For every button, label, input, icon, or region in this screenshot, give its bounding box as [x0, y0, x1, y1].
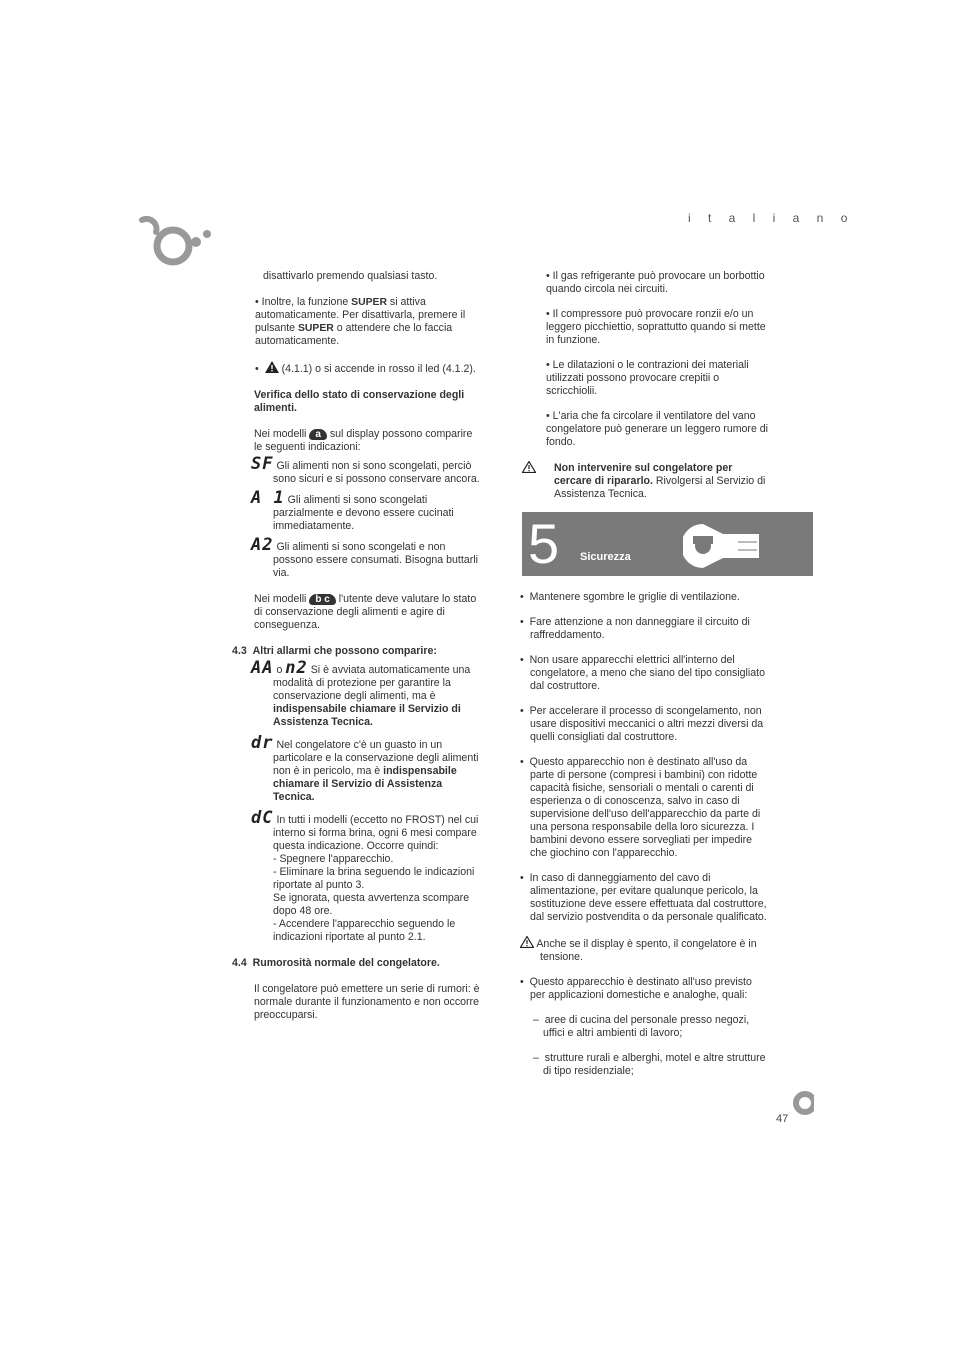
- section-number: 5: [528, 512, 560, 575]
- list-item: • Per accelerare il processo di scongelamento, non usare dispositivi meccanici o altri mezzi diversi da quelli consigliati dal costruttore.: [520, 705, 764, 743]
- list-item: • Il compressore può provocare ronzii e/o un leggero picchiettio, soprattutto quando si mette in funzione.: [546, 308, 766, 346]
- alarm-paragraph: • (4.1.1) o si accende in rosso il led (4.1.2).: [255, 363, 476, 375]
- list-item: • Il gas refrigerante può provocare un borbottio quando circola nei circuiti.: [546, 270, 765, 295]
- model-bc-badge: b c: [309, 594, 335, 605]
- code-dr: dr Nel congelatore c'è un guasto in un particolare e la conservazione degli alimenti non è in pericolo, ma è indispensabile chiamare il Servizio di Assistenza Tecnica.: [251, 733, 479, 803]
- code-a1: A 1 Gli alimenti si sono scongelati parzialmente e devono essere cucinati immediatamente.: [251, 488, 454, 532]
- list-item: • Fare attenzione a non danneggiare il circuito di raffreddamento.: [520, 616, 750, 641]
- brand-logo-icon: [138, 212, 218, 274]
- warning-icon: [520, 936, 534, 948]
- list-item: • Questo apparecchio non è destinato all'uso da parte di persone (compresi i bambini) con ridotte capacità fisiche, sensoriali o mentali o carenti di esperienza o di conoscenza, salvo in caso di supervisione dell'uso dell'apparecchio da parte di una persona responsabile della loro sicurezza. I bambini devono essere sorvegliati per impedire che giochino con l'apparecchio.: [520, 756, 761, 859]
- section-4-3-heading: 4.3 Altri allarmi che possono comparire:: [232, 645, 437, 657]
- left-column: [232, 270, 482, 1022]
- page-number: 47: [776, 1113, 789, 1125]
- list-item: • Mantenere sgombre le griglie di ventilazione.: [520, 591, 740, 603]
- language-label: i t a l i a n o: [688, 211, 855, 225]
- safety-list: [520, 591, 770, 1078]
- code-aa: AA o n2 Si è avviata automaticamente una modalità di protezione per garantire la conservazione degli alimenti, ma è indispensabile chiamare il Servizio di Assistenza Tecnica.: [251, 658, 471, 728]
- paragraph: Il congelatore può emettere un serie di rumori: è normale durante il funzionamento e non occorre preoccuparsi.: [254, 983, 480, 1021]
- warning-icon: [265, 361, 279, 373]
- code-a2: A2 Gli alimenti si sono scongelati e non possono essere consumati. Bisogna buttarli via.: [251, 535, 478, 579]
- models-a-paragraph: Nei modelli a sul display possono comparire le seguenti indicazioni:: [254, 428, 473, 453]
- list-item: • Le dilatazioni o le contrazioni dei materiali utilizzati possono provocare crepitii o scricchiolii.: [546, 359, 749, 397]
- super-paragraph: • Inoltre, la funzione SUPER si attiva automaticamente. Per disattivarla, premere il pulsante SUPER o attendere che lo faccia automaticamente.: [255, 296, 466, 347]
- list-item: • L'aria che fa circolare il ventilatore del vano congelatore può generare un leggero rumore di fondo.: [546, 410, 769, 448]
- noise-list: [546, 270, 771, 449]
- list-item: • Questo apparecchio è destinato all'uso previsto per applicazioni domestiche e analoghe, quali:: [520, 976, 752, 1001]
- list-item: Anche se il display è spento, il congelatore è in tensione.: [520, 936, 770, 964]
- list-item: • In caso di danneggiamento del cavo di alimentazione, per evitare qualunque pericolo, la sostituzione deve essere effettuata dal costruttore, dal servizio postvendita o da personale qualificato.: [520, 872, 767, 923]
- section-title: Sicurezza: [580, 551, 631, 563]
- warning-paragraph: Non intervenire sul congelatore per cercare di ripararlo. Rivolgersi al Servizio di Assistenza Tecnica.: [554, 462, 766, 500]
- section-banner: [522, 512, 813, 576]
- corner-logo-icon: [792, 1090, 814, 1116]
- code-sf: SF Gli alimenti non si sono scongelati, perciò sono sicuri e si possono conservare ancora.: [251, 454, 480, 485]
- paragraph: disattivarlo premendo qualsiasi tasto.: [263, 270, 438, 282]
- list-item: – strutture rurali e alberghi, motel e altre strutture di tipo residenziale;: [533, 1052, 766, 1077]
- code-dc: dC In tutti i modelli (eccetto no FROST) nel cui interno si forma brina, ogni 6 mesi compare questa indicazione. Occorre quindi: - Spegnere l'apparecchio. - Eliminare la brina seguendo le indicazioni riportate al punto 3. Se ignorata, questa avvertenza scompare dopo 48 ore. - Accendere l'apparecchio seguendo le indicazioni riportate al punto 2.1.: [251, 808, 479, 943]
- wrench-icon: [683, 522, 763, 570]
- list-item: – aree di cucina del personale presso negozi, uffici e altri ambienti di lavoro;: [533, 1014, 750, 1039]
- verify-title: Verifica dello stato di conservazione degli alimenti.: [254, 389, 465, 414]
- super-word-2: SUPER: [298, 323, 334, 334]
- list-item: • Non usare apparecchi elettrici all'interno del congelatore, a meno che siano del tipo consigliato dal costruttore.: [520, 654, 765, 692]
- section-4-4-heading: 4.4 Rumorosità normale del congelatore.: [232, 957, 440, 969]
- model-a-badge: a: [309, 429, 327, 440]
- warning-icon: [522, 461, 536, 473]
- models-bc-paragraph: Nei modelli b c l'utente deve valutare lo stato di conservazione degli alimenti e agire di conseguenza.: [254, 593, 477, 631]
